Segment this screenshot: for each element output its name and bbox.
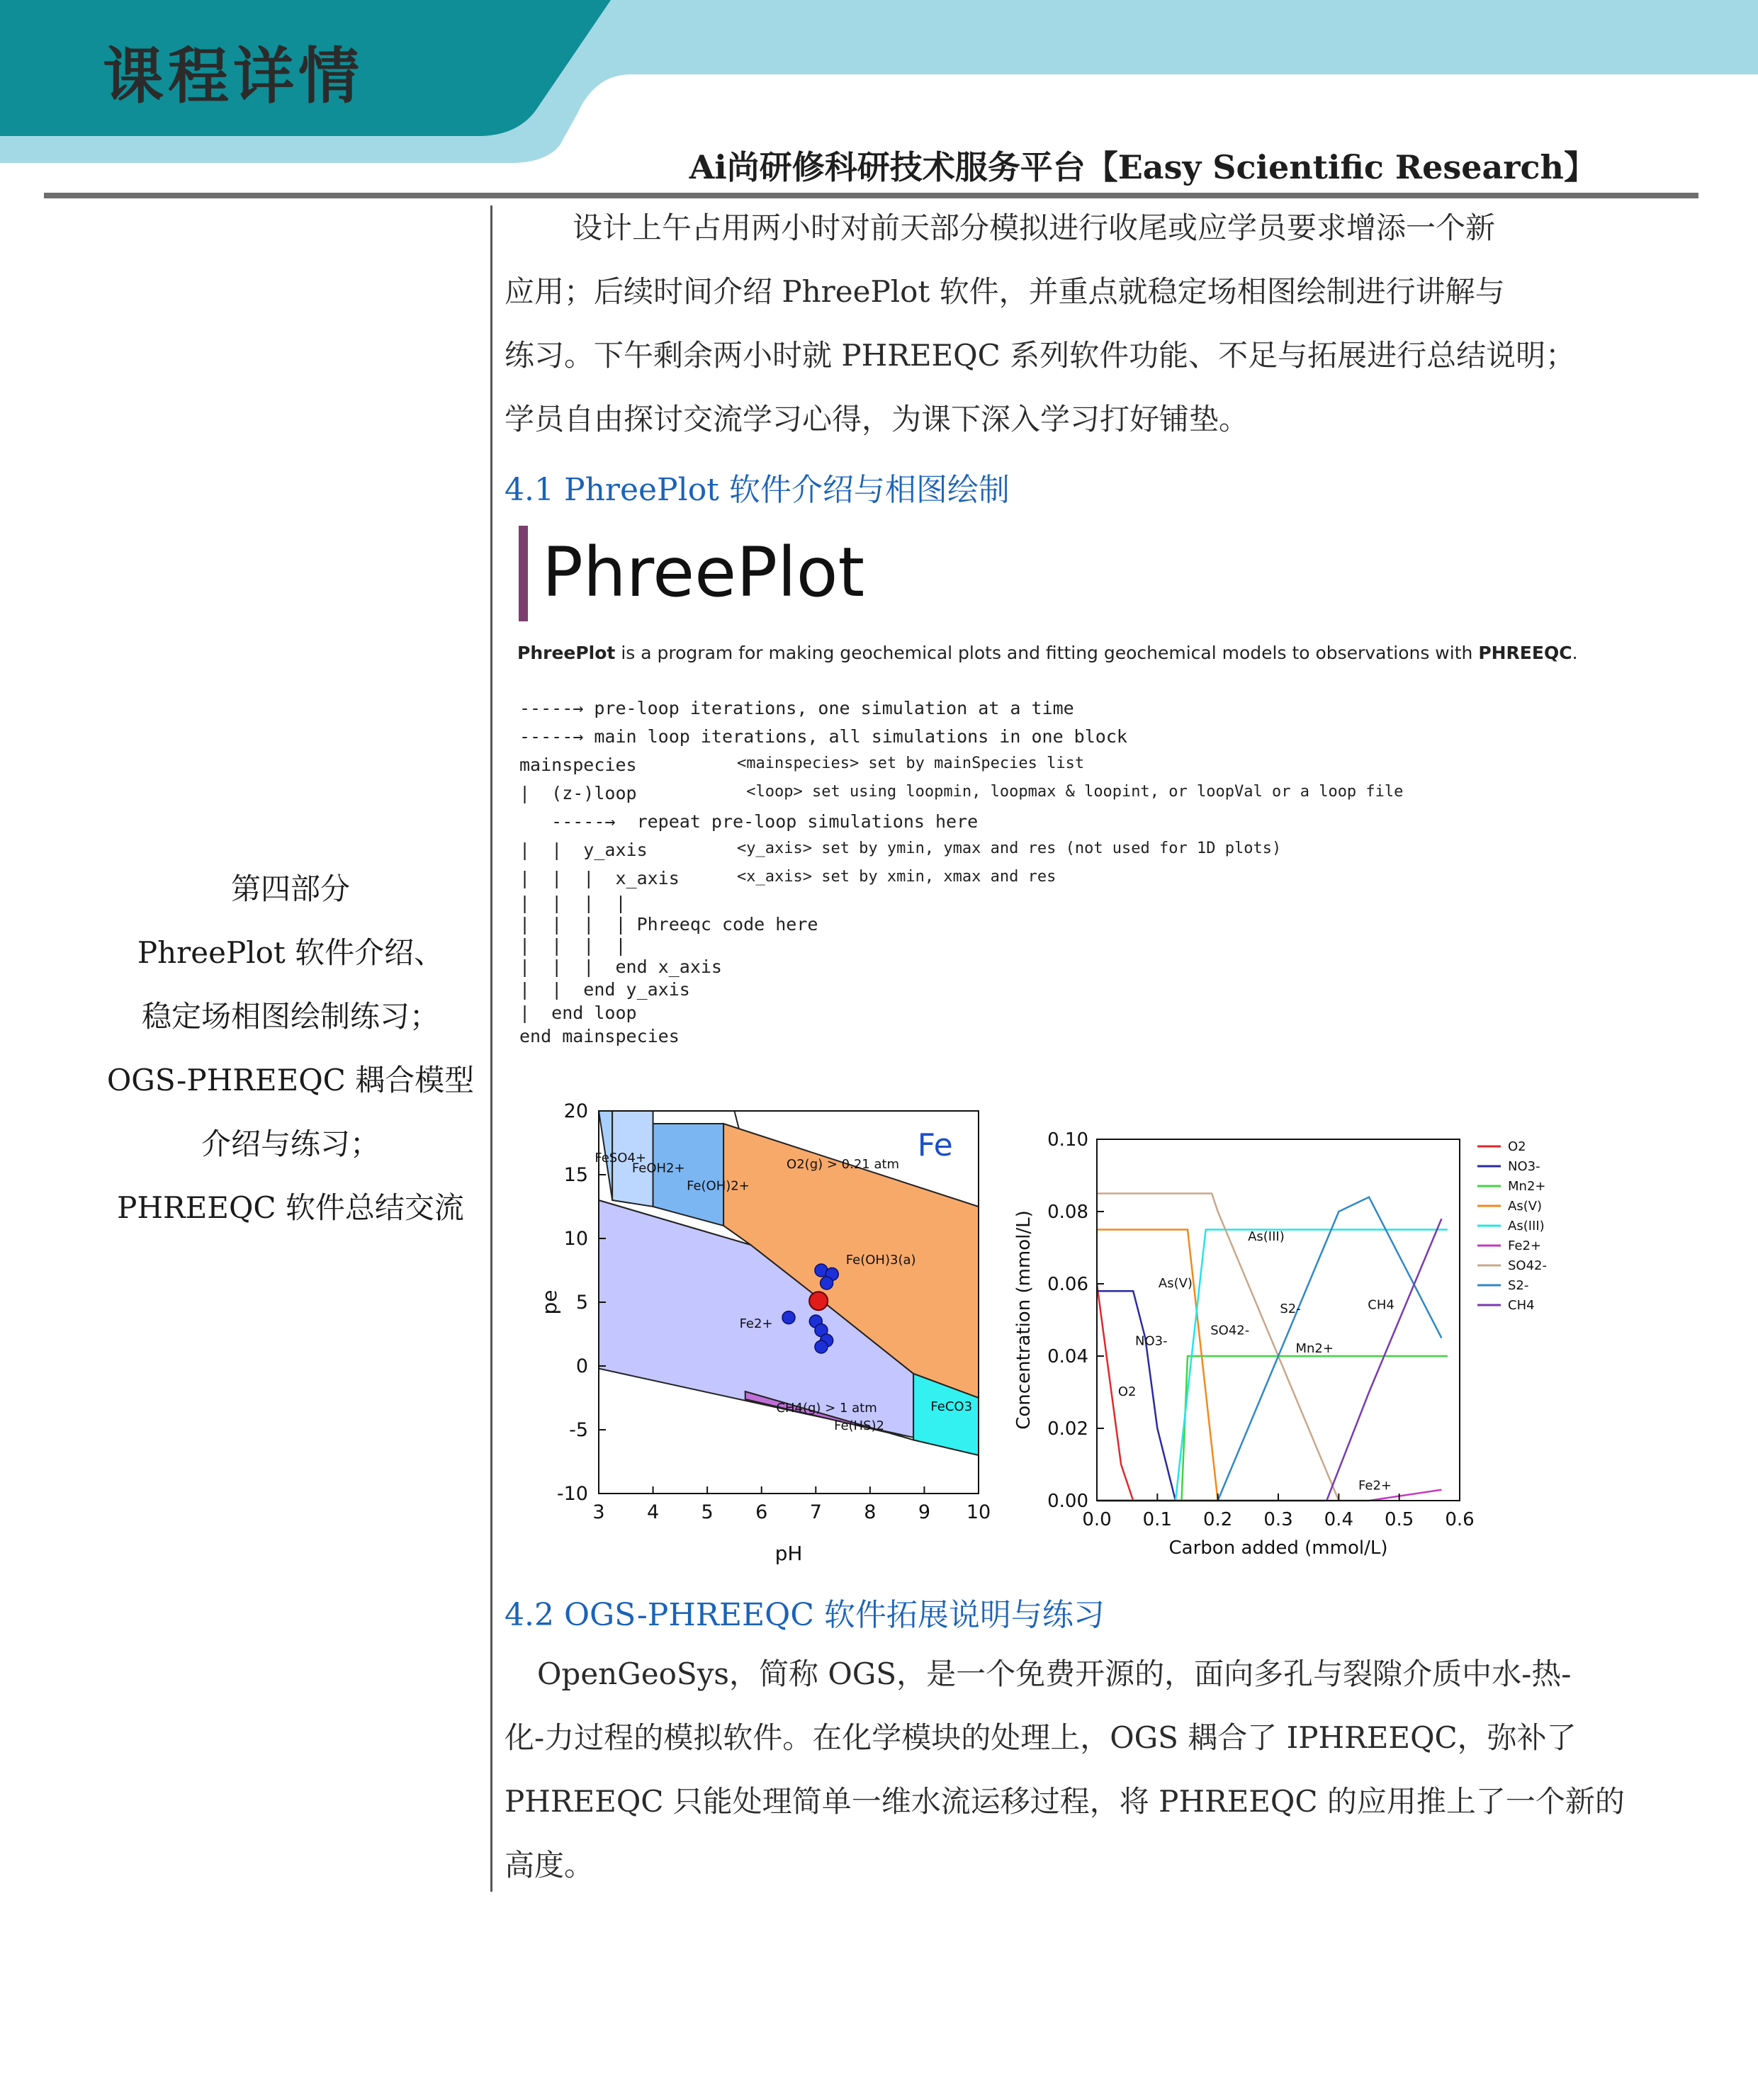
- series-line: [1097, 1356, 1448, 1501]
- x-axis-label: Carbon added (mmol/L): [1168, 1537, 1388, 1559]
- y-tick-label: 0.08: [1047, 1202, 1088, 1223]
- sample-point: [821, 1277, 833, 1289]
- field-label: FeOH2+: [631, 1161, 685, 1176]
- y-tick-label: 0: [575, 1355, 588, 1377]
- code-text: | | | end x_axis: [519, 956, 722, 977]
- column-divider: [490, 205, 492, 1892]
- charts-figure: [517, 1091, 1580, 1573]
- code-line: [519, 783, 1404, 808]
- curve-label: Fe2+: [1358, 1478, 1392, 1494]
- ogs-line: OpenGeoSys，简称 OGS，是一个免费开源的，面向多孔与裂隙介质中水-热-: [537, 1656, 1572, 1691]
- field-label: O2(g) > 0.21 atm: [787, 1157, 900, 1172]
- code-text: | | y_axis: [519, 840, 648, 860]
- curve-label: CH4: [1368, 1297, 1394, 1313]
- section-label-line: PhreePlot 软件介绍、: [137, 935, 444, 970]
- x-tick-label: 0.4: [1324, 1509, 1354, 1530]
- ogs-line: 高度。: [505, 1848, 595, 1882]
- ogs-line: 化-力过程的模拟软件。在化学模块的处理上，OGS 耦合了 IPHREEQC，弥补了: [505, 1720, 1577, 1755]
- code-text: mainspecies: [519, 755, 637, 775]
- section-label-line: PHREEQC 软件总结交流: [117, 1190, 464, 1225]
- section-heading-4-1: 4.1 PhreePlot 软件介绍与相图绘制: [505, 472, 1010, 508]
- x-tick-label: 5: [701, 1501, 714, 1523]
- legend-label: Fe2+: [1508, 1238, 1541, 1253]
- platform-name: Ai尚研修科研技术服务平台【Easy Scientific Research】: [689, 148, 1596, 186]
- ogs-line: PHREEQC 只能处理简单一维水流运移过程，将 PHREEQC 的应用推上了一个新的: [505, 1784, 1625, 1819]
- legend-label: O2: [1508, 1139, 1526, 1154]
- curve-label: SO42-: [1210, 1323, 1250, 1338]
- sample-point: [815, 1340, 828, 1353]
- code-line: [519, 840, 1282, 865]
- legend-label: CH4: [1508, 1298, 1535, 1313]
- code-text: -----→ pre-loop iterations, one simulation at a time: [519, 698, 1074, 718]
- code-line: [519, 698, 1074, 723]
- y-tick-label: 5: [575, 1292, 588, 1314]
- x-tick-label: 10: [966, 1501, 991, 1523]
- y-tick-label: 0.02: [1047, 1418, 1088, 1440]
- section-label: [92, 857, 489, 1240]
- legend-label: As(III): [1508, 1219, 1545, 1234]
- curve-label: S2-: [1280, 1301, 1301, 1316]
- y-tick-label: 0.00: [1047, 1491, 1088, 1512]
- legend-label: NO3-: [1508, 1159, 1540, 1174]
- legend-label: Mn2+: [1508, 1179, 1546, 1194]
- sample-point: [782, 1311, 795, 1324]
- x-tick-label: 0.3: [1263, 1509, 1293, 1530]
- curve-label: Mn2+: [1295, 1340, 1334, 1356]
- code-line: [519, 811, 978, 837]
- x-tick-label: 0.2: [1202, 1509, 1233, 1530]
- code-line: [519, 956, 722, 982]
- x-axis-label: pH: [774, 1542, 803, 1565]
- intro-line: 应用；后续时间介绍 PhreePlot 软件，并重点就稳定场相图绘制进行讲解与: [505, 274, 1505, 309]
- field-label: Fe2+: [739, 1316, 773, 1331]
- code-text: -----→ repeat pre-loop simulations here: [519, 811, 979, 832]
- phreeqc-desc-bold: PHREEQC: [1478, 643, 1572, 663]
- phreeplot-description: [517, 643, 1578, 663]
- section-heading-4-2: 4.2 OGS-PHREEQC 软件拓展说明与练习: [505, 1597, 1105, 1633]
- code-text: | | | | Phreeqc code here: [519, 914, 818, 935]
- intro-line: 设计上午占用两小时对前天部分模拟进行收尾或应学员要求增添一个新: [573, 210, 1496, 245]
- phreeplot-title: PhreePlot: [542, 533, 865, 612]
- phreeplot-desc-text: is a program for making geochemical plots and fitting geochemical models to observations with: [615, 643, 1479, 663]
- code-text: -----→ main loop iterations, all simulations in one block: [519, 726, 1127, 747]
- intro-paragraph: [505, 196, 1599, 451]
- code-line: [519, 1003, 637, 1028]
- code-text: | | | |: [519, 893, 626, 913]
- ogs-paragraph: [505, 1642, 1625, 1897]
- code-line: [519, 755, 1085, 780]
- legend-label: As(V): [1508, 1199, 1543, 1214]
- page-title: 课程详情: [103, 41, 364, 112]
- code-text: | | end y_axis: [519, 979, 690, 1000]
- field-label: CH4(g) > 1 atm: [776, 1400, 877, 1416]
- curve-label: As(V): [1158, 1276, 1193, 1292]
- code-line: [519, 979, 690, 1005]
- code-text: | | | x_axis: [519, 868, 680, 888]
- y-axis-label: pe: [538, 1289, 561, 1315]
- field-label: FeSO4+: [595, 1151, 646, 1165]
- phreeplot-accent-bar: [519, 526, 528, 621]
- y-axis-label: Concentration (mmol/L): [1013, 1210, 1035, 1430]
- curve-label: O2: [1117, 1384, 1137, 1400]
- code-line: [519, 726, 1127, 752]
- y-tick-label: 10: [563, 1228, 588, 1250]
- field-label: FeCO3: [930, 1399, 973, 1414]
- code-text: end mainspecies: [519, 1026, 680, 1046]
- section-label-line: 介绍与练习；: [201, 1127, 380, 1161]
- legend-label: SO42-: [1508, 1258, 1547, 1273]
- x-tick-label: 0.0: [1082, 1509, 1112, 1530]
- x-tick-label: 4: [646, 1501, 660, 1523]
- field-label: Fe(OH)3(a): [845, 1253, 916, 1268]
- series-line: [1097, 1230, 1218, 1501]
- curve-label: As(III): [1248, 1229, 1285, 1244]
- intro-line: 练习。下午剩余两小时就 PHREEQC 系列软件功能、不足与拓展进行总结说明；: [505, 338, 1576, 373]
- code-comment: <y_axis> set by ymin, ymax and res (not used for 1D plots): [737, 840, 1282, 857]
- code-line: [519, 1026, 680, 1051]
- x-tick-label: 0.1: [1142, 1509, 1173, 1530]
- intro-line: 学员自由探讨交流学习心得，为课下深入学习打好铺垫。: [505, 402, 1249, 436]
- curve-label: NO3-: [1135, 1333, 1168, 1349]
- chart-title: Fe: [917, 1127, 953, 1163]
- code-text: | (z-)loop: [519, 783, 637, 803]
- y-tick-label: 15: [563, 1164, 588, 1186]
- x-tick-label: 9: [918, 1501, 931, 1523]
- x-tick-label: 3: [592, 1501, 605, 1523]
- y-tick-label: 0.04: [1047, 1346, 1088, 1367]
- y-tick-label: 20: [563, 1100, 588, 1122]
- y-tick-label: -10: [556, 1483, 588, 1505]
- x-tick-label: 8: [864, 1501, 877, 1523]
- y-tick-label: 0.06: [1047, 1274, 1088, 1295]
- code-line: [519, 868, 1057, 893]
- y-tick-label: 0.10: [1047, 1129, 1088, 1151]
- field-label: Fe(HS)2: [834, 1418, 884, 1433]
- field-label: Fe(OH)2+: [687, 1178, 750, 1194]
- x-tick-label: 0.5: [1384, 1509, 1414, 1530]
- y-tick-label: -5: [569, 1419, 588, 1441]
- phreeplot-desc-end: .: [1572, 643, 1578, 663]
- code-text: | end loop: [519, 1003, 637, 1023]
- section-label-line: 稳定场相图绘制练习；: [141, 999, 439, 1034]
- legend-label: S2-: [1508, 1278, 1529, 1293]
- phreeplot-desc-bold: PhreePlot: [517, 643, 616, 663]
- section-label-line: 第四部分: [230, 871, 350, 906]
- x-tick-label: 6: [755, 1501, 768, 1523]
- x-tick-label: 7: [809, 1501, 822, 1523]
- code-comment: <x_axis> set by xmin, xmax and res: [737, 868, 1057, 886]
- section-label-line: OGS-PHREEQC 耦合模型: [106, 1063, 475, 1097]
- code-comment: <loop> set using loopmin, loopmax & loopint, or loopVal or a loop file: [737, 783, 1404, 801]
- x-tick-label: 0.6: [1445, 1509, 1475, 1530]
- highlight-point: [809, 1292, 828, 1310]
- code-comment: <mainspecies> set by mainSpecies list: [737, 755, 1085, 772]
- code-text: | | | |: [519, 935, 626, 956]
